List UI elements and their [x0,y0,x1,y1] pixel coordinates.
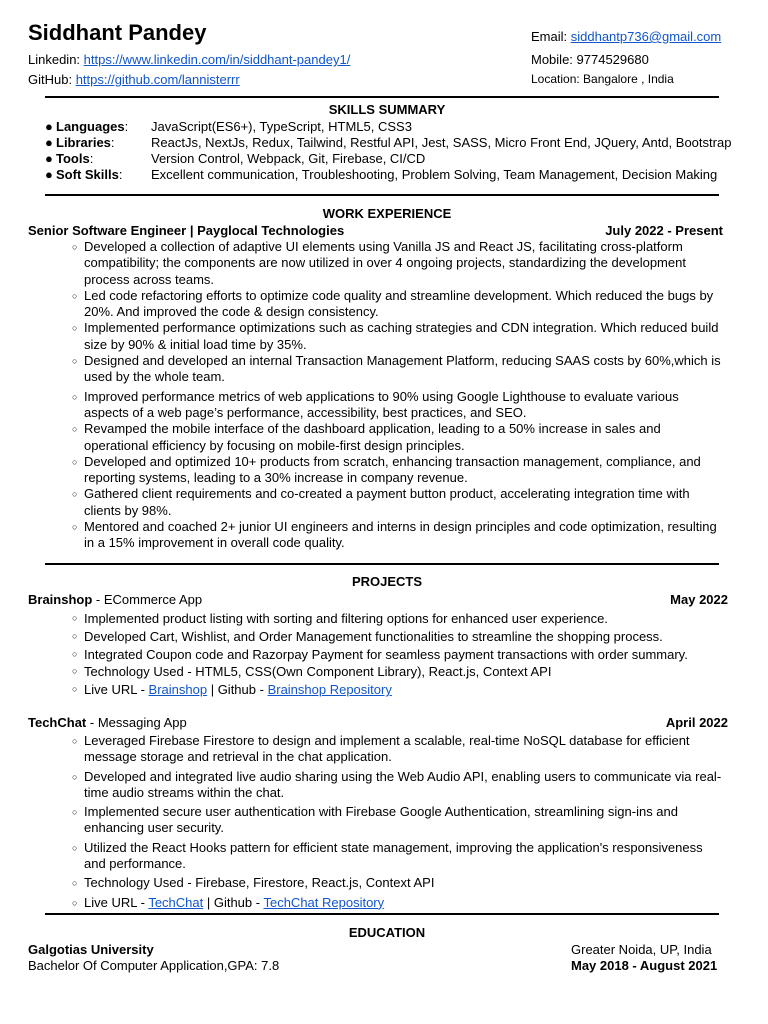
candidate-name: Siddhant Pandey [28,20,207,45]
list-item: ○ Developed and optimized 10+ products from scratch, enhancing transaction management, compliance, and reporting systems, leading to a 30% increase in company revenue. [72,454,722,487]
github-link[interactable]: https://github.com/lannisterrr [75,72,240,87]
brainshop-repo-link[interactable]: Brainshop Repository [267,682,392,698]
list-item: ○ Technology Used - Firebase, Firestore, React.js, Context API [72,875,722,891]
project-header-techchat [28,715,728,730]
divider [45,194,719,196]
skill-value: Version Control, Webpack, Git, Firebase, CI/CD [151,151,426,166]
project-header-brainshop [28,592,728,607]
list-item: ○ Mentored and coached 2+ junior UI engineers and interns in design principles and code optimization, resulting in a 15% improvement in overall code quality. [72,519,722,552]
list-item: ○ Gathered client requirements and co-created a payment button product, accelerating integration time with clients by 98%. [72,486,722,519]
list-item: ○ Developed a collection of adaptive UI elements using Vanilla JS and React JS, facilitating cross-platform compatibility; the components are now utilized in over 4 ongoing projects, standardizing the development process across teams. [72,239,722,288]
skill-value: Excellent communication, Troubleshooting, Problem Solving, Team Management, Decision Making [151,167,718,182]
techchat-points [72,733,722,911]
work-points [72,239,722,552]
techchat-live-link[interactable]: TechChat [148,894,204,910]
bullet-icon: ● [45,167,53,182]
project-name: TechChat [28,715,87,730]
list-item: ○ Implemented product listing with sorting and filtering options for enhanced user experience. [72,610,722,628]
list-item: ○ Developed and integrated live audio sharing using the Web Audio API, enabling users to communicate via real-time audio streams within the chat. [72,769,722,802]
techchat-repo-link[interactable]: TechChat Repository [263,894,385,910]
github-line [28,72,240,87]
github-label: GitHub: [28,72,76,87]
list-item: ○ Utilized the React Hooks pattern for efficient state management, improving the application's responsiveness and performance. [72,840,722,873]
degree-text: Bachelor Of Computer Application,GPA: 7.8 [28,958,280,973]
divider [45,96,719,98]
skill-label: Tools [56,151,90,166]
bullet-icon: ● [45,135,53,150]
project-date: May 2022 [670,592,728,607]
work-section-title: WORK EXPERIENCE [322,206,452,221]
skill-label: Libraries [56,135,111,150]
job-role: Senior Software Engineer | Payglocal Technologies [28,223,345,238]
education-dates: May 2018 - August 2021 [571,958,718,973]
skill-value: ReactJs, NextJs, Redux, Tailwind, Restful API, Jest, SASS, Micro Front End, JQuery, Antd, Bootstrap [151,135,732,150]
list-item: ○ Improved performance metrics of web applications to 90% using Google Lighthouse to evaluate various aspects of a web page’s performance, accessibility, best practices, and SEO. [72,389,722,422]
bullet-icon: ● [45,151,53,166]
skill-label: Languages [56,119,125,134]
skills-list [45,119,731,183]
list-item: ○ Leveraged Firebase Firestore to design and implement a scalable, real-time NoSQL database for efficient message storage and retrieval in the chat application. [72,733,722,766]
brainshop-live-link[interactable]: Brainshop [148,682,208,698]
school-location: Greater Noida, UP, India [571,942,712,957]
project-subtitle: - Messaging App [86,715,187,730]
skill-row-soft-skills: ● Soft Skills: Excellent communication, Troubleshooting, Problem Solving, Team Management, Decision Making [45,167,718,182]
email-line [531,29,721,44]
project-date: April 2022 [665,715,728,730]
linkedin-link[interactable]: https://www.linkedin.com/in/siddhant-pandey1/ [83,52,351,67]
school-name: Galgotias University [28,942,154,957]
brainshop-points [72,610,722,699]
list-item: ○ Integrated Coupon code and Razorpay Payment for seamless payment transactions with order summary. [72,646,722,664]
linkedin-line [28,52,350,67]
projects-section-title: PROJECTS [351,574,423,589]
linkedin-label: Linkedin: [28,52,84,67]
email-label: Email: [531,29,571,44]
list-item: ○ Implemented performance optimizations such as caching strategies and CDN integration. Which reduced build size by 90% & initial load time by 35%. [72,320,722,353]
list-item: ○ Revamped the mobile interface of the dashboard application, leading to a 50% increase in sales and operational efficiency by focusing on mobile-first design principles. [72,421,722,454]
education-section-title: EDUCATION [348,925,426,940]
skills-section-title: SKILLS SUMMARY [328,102,446,117]
list-item: ○ Technology Used - HTML5, CSS(Own Component Library), React.js, Context API [72,663,722,681]
divider [45,913,719,915]
skill-label: Soft Skills [56,167,119,182]
job-dates: July 2022 - Present [605,223,723,238]
divider [45,563,719,565]
skill-row-tools: ● Tools: Version Control, Webpack, Git, Firebase, CI/CD [45,151,426,166]
skill-value: JavaScript(ES6+), TypeScript, HTML5, CSS3 [151,119,412,134]
list-item: ○ Designed and developed an internal Transaction Management Platform, reducing SAAS costs by 60%,which is used by the whole team. [72,353,722,386]
list-item: ○ Live URL - Brainshop | Github - Brainshop Repository [72,681,722,699]
list-item: ○ Implemented secure user authentication with Firebase Google Authentication, streamlining sign-ins and enhancing user security. [72,804,722,837]
bullet-icon: ● [45,119,53,134]
location-text: Location: Bangalore , India [531,72,674,86]
project-name: Brainshop [28,592,93,607]
list-item: ○ Led code refactoring efforts to optimize code quality and streamline development. Which reduced the bugs by 20%. And improved the code & design consistency. [72,288,722,321]
project-subtitle: - ECommerce App [92,592,203,607]
email-link[interactable]: siddhantp736@gmail.com [570,29,722,44]
skill-row-libraries: ● Libraries: ReactJs, NextJs, Redux, Tailwind, Restful API, Jest, SASS, Micro Front End, JQuery, Antd, Bootstrap [45,135,732,150]
skill-row-languages: ● Languages: JavaScript(ES6+), TypeScript, HTML5, CSS3 [45,119,412,134]
mobile-text: Mobile: 9774529680 [531,52,649,67]
list-item: ○ Developed Cart, Wishlist, and Order Management functionalities to streamline the shopping process. [72,628,722,646]
list-item: ○ Live URL - TechChat | Github - TechChat Repository [72,895,722,911]
job-header [28,223,723,238]
